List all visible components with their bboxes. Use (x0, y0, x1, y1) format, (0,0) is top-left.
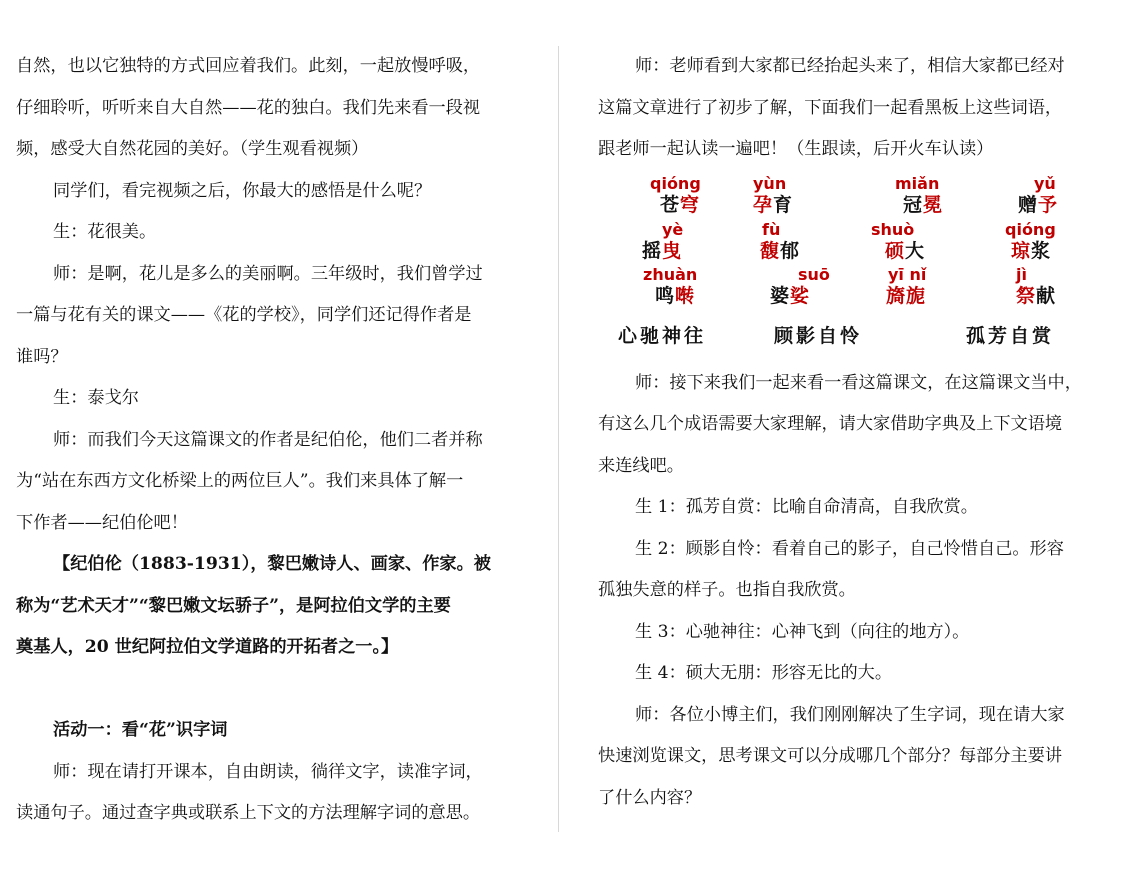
paragraph: 师：现在请打开课本，自由朗读，徜徉文字，读准字词， (53, 761, 483, 782)
pinyin: yī nǐ (888, 264, 927, 284)
paragraph: 师：是啊，花儿是多么的美丽啊。三年级时，我们曾学过 (53, 263, 483, 284)
vocab-item (643, 266, 697, 308)
pinyin: yùn (753, 173, 787, 193)
paragraph: 谁吗？ (16, 346, 68, 367)
paragraph: 师：各位小博主们，我们刚刚解决了生字词，现在请大家 (635, 704, 1065, 725)
vocab-item (1018, 175, 1058, 217)
vocab-word: 摇曳 (642, 239, 683, 262)
vocab-item (753, 175, 793, 217)
vocab-word: 鸣啭 (655, 284, 696, 307)
vocab-word: 冠冕 (903, 193, 944, 216)
paragraph: 生 3：心驰神往：心神飞到（向往的地方）。 (635, 621, 970, 642)
vocab-item (762, 221, 800, 263)
vocab-word: 馥郁 (760, 239, 801, 262)
paragraph: 了什么内容？ (598, 787, 702, 808)
pinyin: yǔ (1034, 173, 1056, 193)
pinyin: qióng (1005, 219, 1056, 239)
paragraph: 一篇与花有关的课文——《花的学校》，同学们还记得作者是 (16, 305, 472, 325)
author-bio: 【纪伯伦（1883-1931），黎巴嫩诗人、画家、作家。被 (53, 554, 491, 574)
paragraph: 下作者——纪伯伦吧！ (16, 512, 188, 533)
vocab-word: 赠予 (1018, 193, 1059, 216)
vocab-word: 祭献 (1016, 284, 1057, 307)
vocab-item (888, 266, 926, 308)
paragraph: 生 2：顾影自怜：看着自己的影子，自己怜惜自己。形容 (635, 538, 1064, 559)
paragraph: 孤独失意的样子。也指自我欣赏。 (598, 580, 856, 600)
paragraph: 读通句子。通过查字典或联系上下文的方法理解字词的意思。 (16, 803, 481, 823)
column-divider (558, 46, 559, 832)
idiom: 心驰神往 (618, 324, 707, 347)
paragraph: 生 1：孤芳自赏：比喻自命清高，自我欣赏。 (635, 497, 978, 517)
vocab-word: 琼浆 (1011, 239, 1052, 262)
pinyin: jì (1016, 264, 1027, 284)
paragraph: 仔细聆听，听听来自大自然——花的独白。我们先来看一段视 (16, 97, 481, 118)
pinyin: zhuàn (643, 264, 698, 284)
idiom: 顾影自怜 (774, 324, 863, 347)
paragraph: 这篇文章进行了初步了解，下面我们一起看黑板上这些词语， (598, 97, 1063, 118)
pinyin: yè (662, 219, 684, 239)
paragraph: 有这么几个成语需要大家理解，请大家借助字典及上下文语境 (598, 414, 1063, 434)
right-column (598, 46, 1102, 819)
pinyin: shuò (871, 219, 915, 239)
paragraph: 师：老师看到大家都已经抬起头来了，相信大家都已经对 (635, 56, 1065, 76)
paragraph: 为“站在东西方文化桥梁上的两位巨人”。我们来具体了解一 (16, 471, 464, 491)
vocab-item (642, 219, 684, 263)
vocab-item (1005, 221, 1056, 263)
pinyin: suō (798, 264, 830, 284)
vocab-word: 孕育 (753, 193, 794, 216)
idiom-row (618, 321, 1118, 351)
vocab-word: 硕大 (885, 239, 926, 262)
pinyin: qióng (650, 173, 701, 193)
left-column (16, 46, 520, 835)
pinyin: miǎn (895, 173, 940, 193)
idiom: 孤芳自赏 (966, 324, 1055, 347)
author-bio: 称为“艺术天才”“黎巴嫩文坛骄子”，是阿拉伯文学的主要 (16, 595, 451, 616)
paragraph: 快速浏览课文，思考课文可以分成哪几个部分？每部分主要讲 (598, 746, 1063, 766)
vocab-item (871, 221, 925, 263)
vocab-item (650, 175, 701, 217)
paragraph: 生：泰戈尔 (53, 388, 139, 408)
paragraph: 师：而我们今天这篇课文的作者是纪伯伦，他们二者并称 (53, 429, 483, 450)
paragraph: 同学们，看完视频之后，你最大的感悟是什么呢？ (53, 180, 432, 201)
paragraph: 来连线吧。 (598, 455, 684, 476)
paragraph: 自然，也以它独特的方式回应着我们。此刻，一起放慢呼吸， (16, 56, 481, 76)
section-heading: 活动一：看“花”识字词 (53, 720, 228, 740)
blank-line (16, 669, 520, 711)
vocab-word: 旖旎 (886, 284, 927, 307)
paragraph: 师：接下来我们一起来看一看这篇课文，在这篇课文当中， (635, 372, 1082, 393)
vocab-word: 婆娑 (770, 284, 811, 307)
paragraph: 跟老师一起认读一遍吧！（生跟读，后开火车认读） (598, 139, 994, 159)
paragraph: 频，感受大自然花园的美好。（学生观看视频） (16, 139, 369, 159)
vocabulary-board (598, 171, 1102, 363)
pinyin: fù (762, 219, 781, 239)
author-bio: 奠基人，20 世纪阿拉伯文学道路的开拓者之一。】 (16, 637, 399, 657)
vocab-item (770, 264, 830, 308)
paragraph: 生 4：硕大无朋：形容无比的大。 (635, 663, 893, 683)
vocab-item (895, 175, 943, 217)
paragraph: 生：花很美。 (53, 222, 157, 242)
vocab-item (1016, 266, 1056, 308)
vocab-word: 苍穹 (660, 193, 701, 216)
